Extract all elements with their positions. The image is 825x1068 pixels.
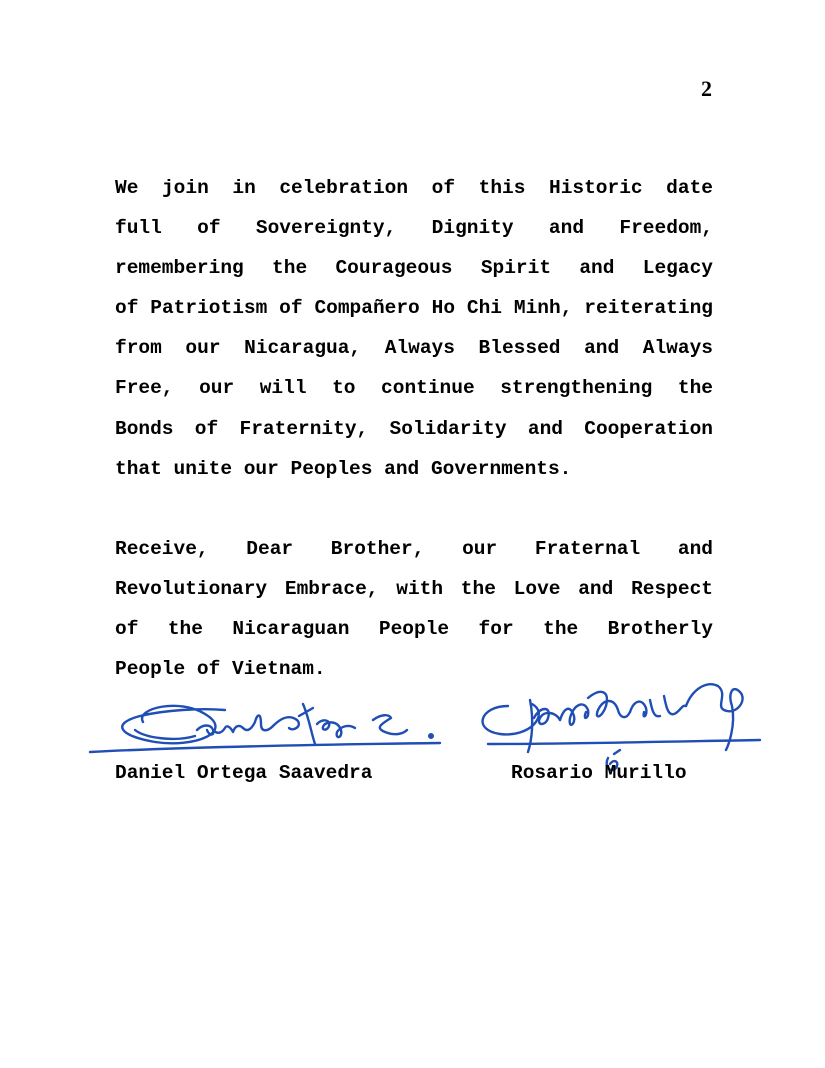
letter-paragraph-1 <box>115 168 713 489</box>
paragraph-1-line: that unite our Peoples and Governments. <box>115 457 572 480</box>
paragraph-1-line: We join in celebration of this Historic date <box>115 177 713 199</box>
paragraph-1-line: of Patriotism of Compañero Ho Chi Minh, reiterating <box>115 297 713 320</box>
paragraph-1-line: Bonds of Fraternity, Solidarity and Cooperation <box>115 417 713 440</box>
paragraph-1-line: remembering the Courageous Spirit and Legacy <box>115 257 713 280</box>
paragraph-2-line: Receive, Dear Brother, our Fraternal and <box>115 538 713 560</box>
signature-daniel-ortega <box>85 690 445 770</box>
paragraph-1-line: from our Nicaragua, Always Blessed and Always <box>115 337 713 360</box>
page-number: 2 <box>701 76 712 101</box>
paragraph-1-line: full of Sovereignty, Dignity and Freedom, <box>115 217 713 240</box>
paragraph-1-line: Free, our will to continue strengthening the <box>115 377 713 400</box>
signature-ortega-drawing <box>85 690 445 770</box>
signer-name-ortega: Daniel Ortega Saavedra <box>115 762 373 784</box>
letter-paragraph-2 <box>115 529 713 689</box>
paragraph-2-line: of the Nicaraguan People for the Brotherly <box>115 618 713 641</box>
paragraph-2-line: Revolutionary Embrace, with the Love and Respect <box>115 578 713 601</box>
paragraph-2-line: People of Vietnam. <box>115 658 326 681</box>
signer-name-murillo: Rosario Murillo <box>511 762 687 784</box>
